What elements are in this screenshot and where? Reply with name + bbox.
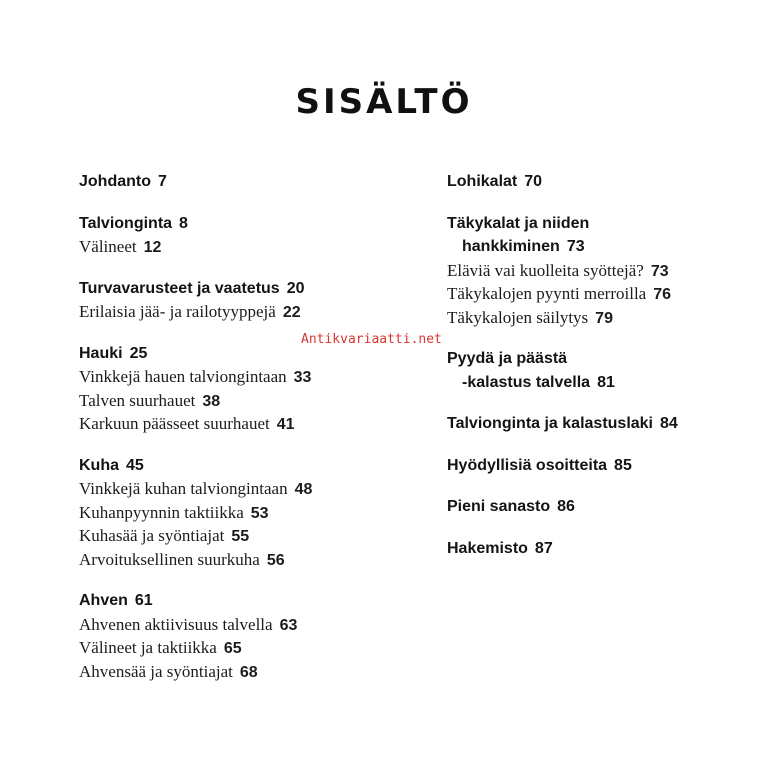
page-number: 53 — [250, 504, 269, 522]
page-number: 33 — [293, 369, 312, 386]
entry-title: Vinkkejä kuhan talviongintaan — [79, 479, 288, 498]
toc-entry — [79, 524, 424, 548]
section-title: Pyydä ja päästä — [447, 350, 568, 367]
section-heading — [447, 537, 747, 561]
toc-section — [447, 170, 747, 194]
section-heading — [447, 371, 747, 395]
section-heading — [447, 170, 747, 194]
entry-title: Vinkkejä hauen talviongintaan — [79, 367, 287, 386]
page-number: 65 — [223, 640, 242, 657]
toc-entry — [79, 613, 424, 637]
section-heading — [447, 235, 747, 259]
page-number: 73 — [650, 262, 669, 280]
toc-section — [79, 170, 424, 194]
page-number: 22 — [282, 304, 301, 321]
section-heading — [447, 212, 747, 236]
section-title: Lohikalat — [447, 173, 518, 190]
toc-section — [79, 342, 424, 436]
entry-title: Ahvensää ja syöntiajat — [79, 661, 233, 681]
entry-title: Välineet ja taktiikka — [79, 638, 217, 657]
toc-section — [79, 454, 424, 572]
entry-title: Kuhanpyynnin taktiikka — [79, 502, 244, 522]
section-heading — [79, 589, 424, 613]
page-number: 41 — [276, 416, 295, 433]
entry-title: Täkykalojen säilytys — [447, 307, 589, 327]
section-title: Turvavarusteet ja vaatetus — [79, 279, 280, 297]
page-number: 81 — [597, 373, 615, 391]
entry-title: Välineet — [79, 237, 137, 256]
page-number: 86 — [557, 498, 575, 515]
section-title: Hakemisto — [447, 539, 528, 557]
section-heading — [447, 495, 747, 519]
entry-title: Karkuun päässeet suurhauet — [79, 414, 270, 433]
page-number: 12 — [143, 239, 162, 256]
toc-left-column — [79, 170, 424, 701]
section-title: Johdanto — [79, 173, 151, 190]
section-heading — [79, 454, 424, 478]
section-title: -kalastus talvella — [462, 373, 591, 391]
section-title: Pieni sanasto — [447, 498, 551, 515]
section-heading — [447, 412, 747, 436]
page-number: 55 — [231, 528, 250, 545]
page-number: 7 — [158, 173, 167, 190]
watermark: Antikvariaatti.net — [301, 332, 442, 347]
toc-section — [447, 212, 747, 330]
toc-section — [447, 495, 747, 519]
toc-entry — [79, 300, 424, 324]
page-number: 61 — [134, 592, 153, 609]
section-title: Talvionginta ja kalastuslaki — [447, 415, 653, 432]
section-heading — [447, 454, 747, 478]
toc-section — [79, 277, 424, 324]
toc-entry — [447, 306, 747, 330]
page-number: 85 — [614, 456, 632, 474]
toc-section — [447, 537, 747, 561]
section-title: hankkiminen — [462, 238, 560, 255]
entry-title: Täkykalojen pyynti merroilla — [447, 284, 647, 303]
toc-entry — [79, 235, 424, 259]
toc-entry — [79, 501, 424, 525]
section-title: Hauki — [79, 344, 123, 362]
page-number: 73 — [566, 238, 585, 255]
page-title: SISÄLTÖ — [295, 82, 473, 122]
entry-title: Talven suurhauet — [79, 390, 196, 410]
page-number: 63 — [279, 616, 298, 634]
toc-entry — [447, 259, 747, 283]
toc-section — [447, 454, 747, 478]
section-heading — [447, 347, 747, 371]
page-number: 8 — [179, 214, 188, 232]
section-heading — [79, 277, 424, 301]
toc-section — [447, 412, 747, 436]
section-heading — [79, 170, 424, 194]
section-title: Ahven — [79, 592, 128, 609]
section-title: Kuha — [79, 456, 119, 474]
toc-entry — [447, 282, 747, 306]
entry-title: Ahvenen aktiivisuus talvella — [79, 614, 273, 634]
toc-entry — [79, 477, 424, 501]
toc-entry — [79, 389, 424, 413]
entry-title: Kuhasää ja syöntiajat — [79, 526, 225, 545]
toc-entry — [79, 636, 424, 660]
section-title: Hyödyllisiä osoitteita — [447, 456, 608, 474]
page-number: 68 — [239, 663, 258, 681]
toc-entry — [79, 412, 424, 436]
page-number: 79 — [595, 309, 613, 327]
page-number: 38 — [202, 392, 221, 410]
section-title: Talvionginta — [79, 214, 173, 232]
page-number: 76 — [653, 286, 672, 303]
section-title: Täkykalat ja niiden — [447, 214, 590, 232]
page-number: 70 — [524, 173, 543, 190]
toc-section — [447, 347, 747, 394]
page-number: 84 — [660, 415, 678, 432]
toc-section — [79, 589, 424, 683]
entry-title: Erilaisia jää- ja railotyyppejä — [79, 302, 276, 321]
toc-section — [79, 212, 424, 259]
entry-title: Arvoituksellinen suurkuha — [79, 549, 260, 569]
section-heading — [79, 212, 424, 236]
page-number: 48 — [294, 481, 313, 498]
page-number: 45 — [126, 456, 144, 474]
page-number: 56 — [266, 551, 285, 569]
toc-right-column — [447, 170, 747, 578]
page-number: 87 — [534, 539, 553, 557]
toc-entry — [79, 548, 424, 572]
toc-entry — [79, 660, 424, 684]
entry-title: Eläviä vai kuolleita syöttejä? — [447, 260, 644, 280]
page-number: 20 — [286, 279, 305, 297]
page-number: 25 — [129, 344, 148, 362]
toc-entry — [79, 365, 424, 389]
